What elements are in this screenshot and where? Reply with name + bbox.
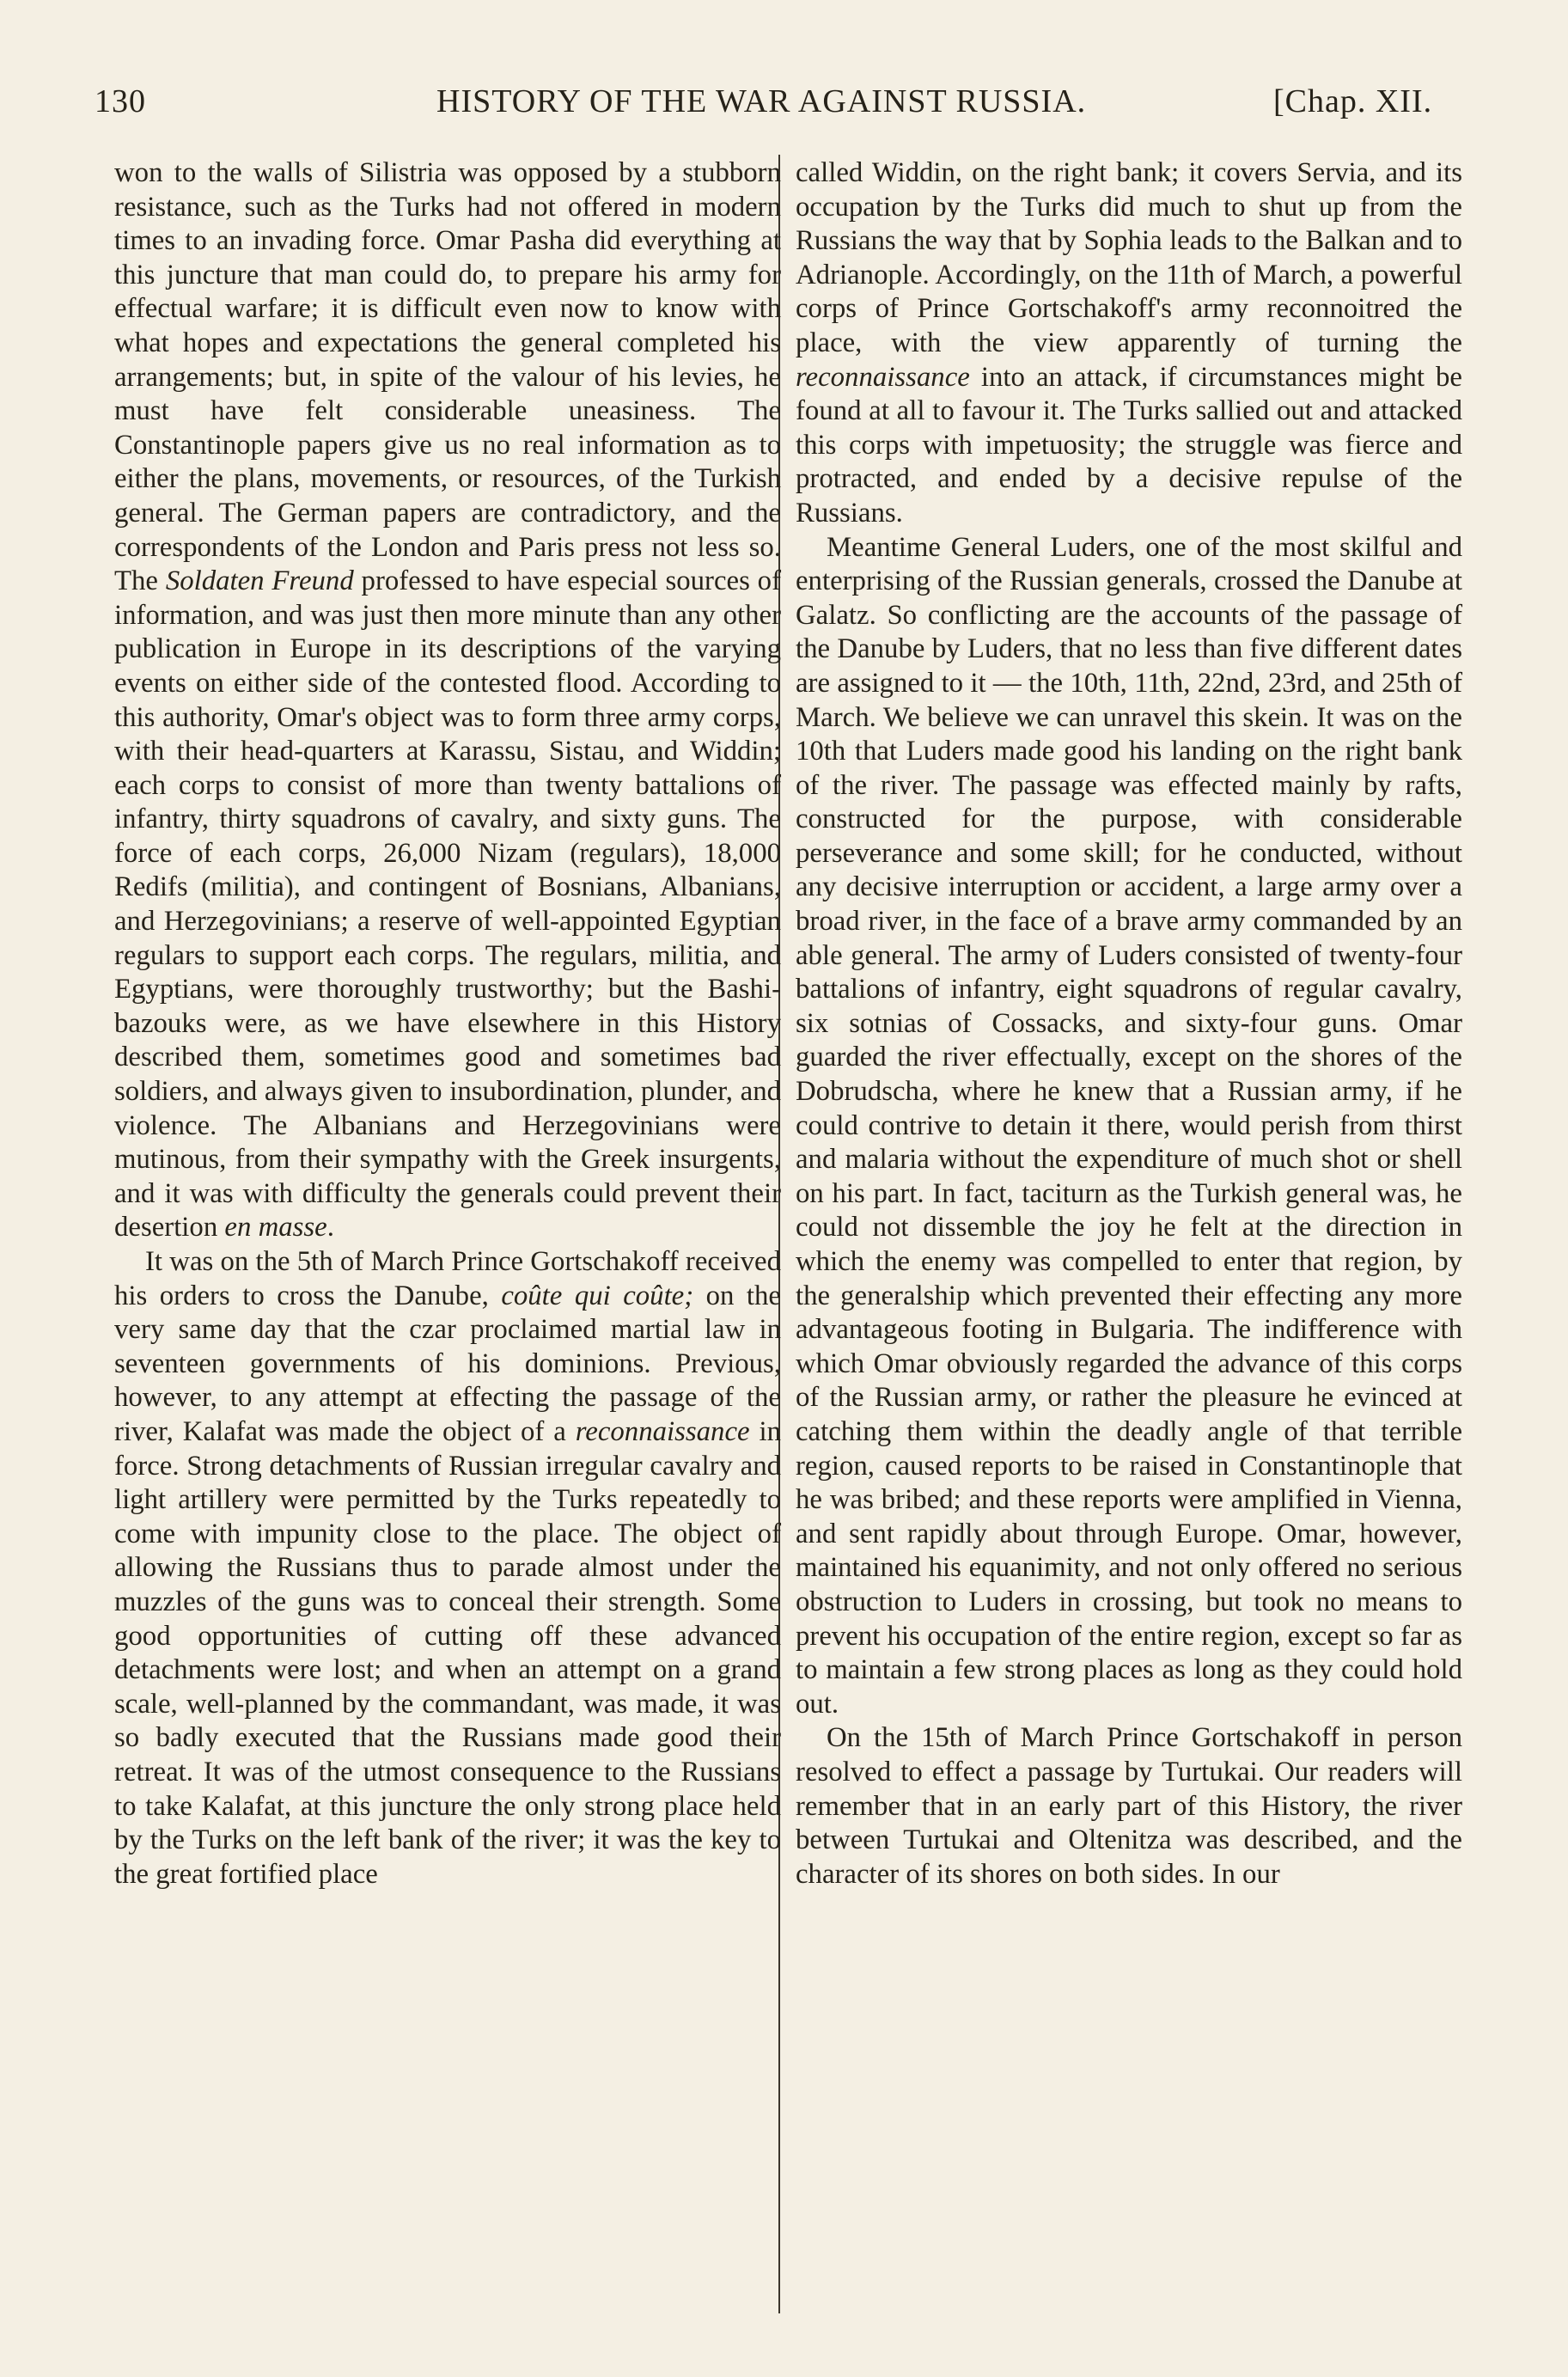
right-column bbox=[796, 156, 1462, 1891]
paragraph: On the 15th of March Prince Gortschakoff in person resolved to effect a passage by Turtukai. Our readers will remember that in an early part of this History, the river between Turtukai and Oltenitza was described, and the character of its shores on both sides. In our bbox=[796, 1722, 1462, 1890]
page-number: 130 bbox=[95, 83, 146, 119]
text-run: into an attack, if circumstances might be found at all to favour it. The Turks sallied out and attacked this corps with impetuosity; the struggle was fierce and protracted, and ended by a decisive repulse of the Russians. bbox=[796, 361, 1462, 529]
paragraph: Meantime General Luders, one of the most skilful and enterprising of the Russian generals, crossed the Danube at Galatz. So conflicting are the accounts of the passage of the Danube by Luders, that no less than five different dates are assigned to it — the 10th, 11th, 22nd, 23rd, and 25th of March. We believe we can unravel this skein. It was on the 10th that Luders made good his landing on the right bank of the river. The passage was effected mainly by rafts, constructed for the purpose, with considerable perseverance and some skill; for he conducted, without any decisive interruption or accident, a large army over a broad river, in the face of a brave army commanded by an able general. The army of Luders consisted of twenty-four battalions of infantry, eight squadrons of regular cavalry, six sotnias of Cossacks, and sixty-four guns. Omar guarded the river effectually, except on the shores of the Dobrudscha, where he knew that a Russian army, if he could contrive to detain it there, would perish from thirst and malaria without the expenditure of much shot or shell on his part. In fact, taciturn as the Turkish general was, he could not dissemble the joy he felt at the direction in which the enemy was compelled to enter that region, by the generalship which prevented their effecting any more advantageous footing in Bulgaria. The indifference with which Omar obviously regarded the advance of this corps of the Russian army, or rather the pleasure he evinced at catching them within the deadly angle of that terrible region, caused reports to be raised in Constantinople that he was bribed; and these reports were amplified in Vienna, and sent rapidly about through Europe. Omar, however, maintained his equanimity, and not only offered no serious obstruction to Luders in crossing, but took no means to prevent his occupation of the entire region, except so far as to maintain a few strong places as long as they could hold out. bbox=[796, 531, 1462, 1720]
text-run: called Widdin, on the right bank; it covers Servia, and its occupation by the Turks did much to shut up from the Russians the way that by Sophia leads to the Balkan and to Adrianople. Accordingly, on the 11th of March, a powerful corps of Prince Gortschakoff's army reconnoitred the place, with the view apparently of turning the bbox=[796, 157, 1462, 358]
left-column bbox=[114, 156, 781, 1891]
chapter-label: [Chap. XII. bbox=[1273, 83, 1433, 119]
italic-run: Soldaten Freund bbox=[165, 565, 354, 597]
text-run: won to the walls of Silistria was opposed by a stubborn resistance, such as the Turks had not offered in modern times to an invading force. Omar Pasha did everything at this juncture that man could do, to prepare his army for effectual warfare; it is difficult even now to know with what hopes and expectations the general completed his arrangements; but, in spite of the valour of his levies, he must have felt considerable uneasiness. The Constantinople papers give us no real information as to either the plans, movements, or resources, of the Turkish general. The German papers are contradictory, and the correspondents of the London and Paris press not less so. The bbox=[114, 157, 781, 597]
text-run: It was on the 5th of March Prince Gortschakoff received his orders to cross the Danube, bbox=[114, 1246, 781, 1311]
text-run: on the very same day that the czar proclaimed martial law in seventeen governments of his dominions. Previous, however, to any attempt at effecting the passage of the river, Kalafat was made the object of a bbox=[114, 1280, 781, 1447]
text-run: professed to have especial sources of information, and was just then more minute than any other publication in Europe in its descriptions of the varying events on either side of the contested flood. According to this authority, Omar's object was to form three army corps, with their head-quarters at Karassu, Sistau, and Widdin; each corps to consist of more than twenty battalions of infantry, thirty squadrons of cavalry, and sixty guns. The force of each corps, 26,000 Nizam (regulars), 18,000 Redifs (militia), and contingent of Bosnians, Albanians, and Herzegovinians; a reserve of well-appointed Egyptian regulars to support each corps. The regulars, militia, and Egyptians, were thoroughly trustworthy; but the Bashi-bazouks were, as we have elsewhere in this History described them, sometimes good and sometimes bad soldiers, and always given to insubordination, plunder, and violence. The Albanians and Herzegovinians were mutinous, from their sympathy with the Greek insurgents, and it was with difficulty the generals could prevent their desertion bbox=[114, 565, 781, 1243]
italic-run: coûte qui coûte; bbox=[501, 1280, 694, 1311]
italic-run: en masse bbox=[224, 1212, 327, 1243]
paragraph bbox=[796, 156, 1462, 531]
book-title: HISTORY OF THE WAR AGAINST RUSSIA. bbox=[436, 83, 1087, 119]
text-run: . bbox=[326, 1212, 334, 1243]
paragraph bbox=[114, 156, 781, 1245]
paragraph bbox=[114, 1245, 781, 1891]
running-head bbox=[95, 82, 1469, 134]
italic-run: reconnaissance bbox=[796, 361, 970, 393]
italic-run: reconnaissance bbox=[575, 1415, 750, 1447]
text-run: in force. Strong detachments of Russian irregular cavalry and light artillery were permitted by the Turks repeatedly to come with impunity close to the place. The object of allowing the Russians thus to parade almost under the muzzles of the guns was to conceal their strength. Some good opportunities of cutting off these advanced detachments were lost; and when an attempt on a grand scale, well-planned by the commandant, was made, it was so badly executed that the Russians made good their retreat. It was of the utmost consequence to the Russians to take Kalafat, at this juncture the only strong place held by the Turks on the left bank of the river; it was the key to the great fortified place bbox=[114, 1415, 781, 1890]
